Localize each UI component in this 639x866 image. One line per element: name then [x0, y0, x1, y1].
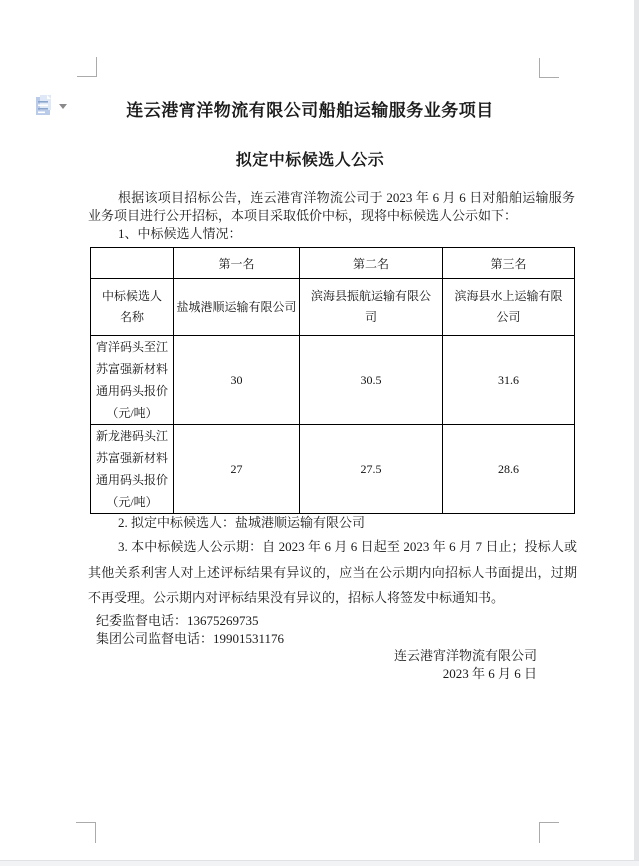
table-header-row [91, 248, 575, 279]
signature-company: 连云港宵洋物流有限公司 [393, 648, 537, 663]
row-label-cell: 宵洋码头至江苏富强新材料通用码头报价（元/吨） [91, 336, 174, 425]
crop-mark-bottom-left [76, 822, 96, 843]
crop-mark-top-left [77, 57, 97, 77]
row-label-cell: 中标候选人名称 [91, 279, 174, 336]
table-cell: 27.5 [300, 425, 443, 514]
table-cell: 31.6 [443, 336, 575, 425]
discipline-phone-line: 纪委监督电话：13675269735 [96, 613, 259, 628]
document-title: 连云港宵洋物流有限公司船舶运输服务业务项目 [126, 101, 494, 120]
table-cell: 滨海县振航运输有限公司 [300, 279, 443, 336]
table-cell: 30.5 [300, 336, 443, 425]
table-header-cell: 第一名 [174, 248, 300, 279]
table-cell: 28.6 [443, 425, 575, 514]
table-header-cell: 第二名 [300, 248, 443, 279]
intro-paragraph: 根据该项目招标公告，连云港宵洋物流公司于 2023 年 6 月 6 日对船舶运输服务业务项目进行公开招标，本项目采取低价中标，现将中标候选人公示如下： [88, 190, 575, 223]
table-header-cell [91, 248, 174, 279]
supervision-phones [96, 612, 496, 647]
list-item-2: 2. 拟定中标候选人：盐城港顺运输有限公司 [118, 515, 366, 530]
scrollbar-track[interactable] [634, 0, 639, 866]
notice-period-paragraph: 3. 本中标候选人公示期：自 2023 年 6 月 6 日起至 2023 年 6 月 7 日止；投标人或其他关系利害人对上述评标结果有异议的，应当在公示期内向招标人书面提出，过期不再受理。公示期内对评标结果没有异议的，招标人将签发中标通知书。 [88, 539, 577, 605]
signature-block [0, 647, 537, 682]
table-header-cell: 第三名 [443, 248, 575, 279]
crop-mark-bottom-right [539, 822, 559, 843]
table-row-candidate-names [91, 279, 575, 336]
crop-mark-top-right [539, 58, 559, 78]
candidates-table [90, 247, 575, 514]
table-row-quote-1 [91, 336, 575, 425]
signature-date: 2023 年 6 月 6 日 [442, 665, 537, 681]
table-cell: 盐城港顺运输有限公司 [174, 279, 300, 336]
table-cell: 滨海县水上运输有限公司 [443, 279, 575, 336]
row-label-cell: 新龙港码头江苏富强新材料通用码头报价（元/吨） [91, 425, 174, 514]
page-bottom-gap [0, 860, 639, 866]
table-row-quote-2 [91, 425, 575, 514]
group-phone-line: 集团公司监督电话：19901531176 [96, 630, 285, 646]
document-subtitle: 拟定中标候选人公示 [235, 152, 385, 169]
intro-block [88, 189, 575, 243]
list-item-1: 1、中标候选人情况： [118, 226, 242, 241]
table-cell: 27 [174, 425, 300, 514]
table-cell: 30 [174, 336, 300, 425]
